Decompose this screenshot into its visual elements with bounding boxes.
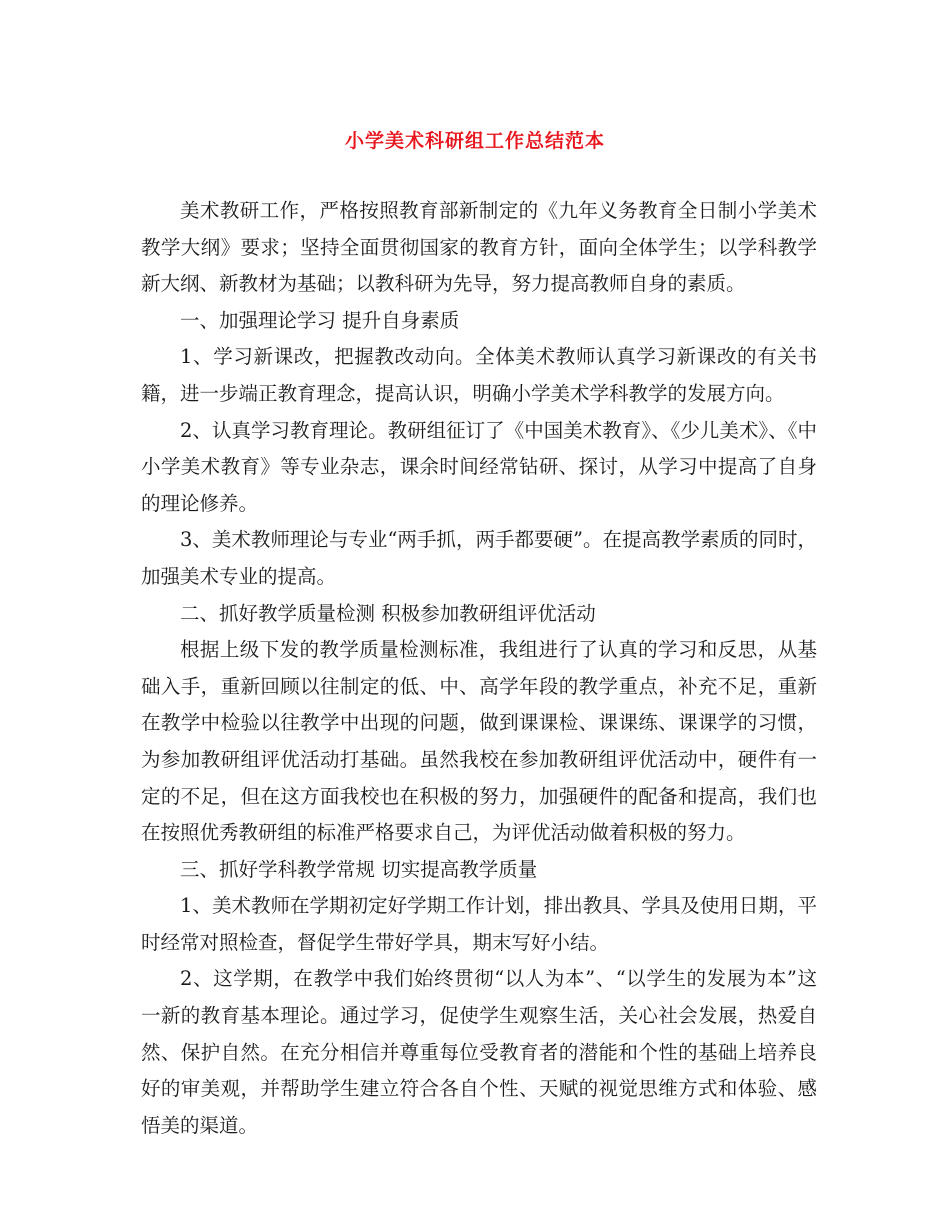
- paragraph-2-1: 根据上级下发的教学质量检测标准，我组进行了认真的学习和反思，从基础入手，重新回顾以往制定的低、中、高学年段的教学重点，补充不足，重新在教学中检验以往教学中出现的问题，做到课课检、课课练、课课学的习惯，为参加教研组评优活动打基础。虽然我校在参加教研组评优活动中，硬件有一定的不足，但在这方面我校也在积极的努力，加强硬件的配备和提高，我们也在按照优秀教研组的标准严格要求自己，为评优活动做着积极的努力。: [141, 638, 817, 845]
- paragraph-1-2: 2、认真学习教育理论。教研组征订了《中国美术教育》、《少儿美术》、《中小学美术教育》等专业杂志，课余时间经常钻研、探讨，从学习中提高了自身的理论修养。: [141, 418, 817, 515]
- paragraph-1-1: 1、学习新课改，把握教改动向。全体美术教师认真学习新课改的有关书籍，进一步端正教育理念，提高认识，明确小学美术学科教学的发展方向。: [141, 345, 817, 405]
- section-heading-1: 一、加强理论学习 提升自身素质: [180, 308, 460, 332]
- paragraph-1-3: 3、美术教师理论与专业“两手抓，两手都要硬”。在提高教学素质的同时，加强美术专业的提高。: [141, 528, 817, 588]
- paragraph-intro: 美术教研工作，严格按照教育部新制定的《九年义务教育全日制小学美术教学大纲》要求；坚持全面贯彻国家的教育方针，面向全体学生；以学科教学新大纲、新教材为基础；以教科研为先导，努力提高教师自身的素质。: [141, 199, 817, 296]
- section-heading-2: 二、抓好教学质量检测 积极参加教研组评优活动: [180, 601, 596, 625]
- section-heading-3: 三、抓好学科教学常规 切实提高教学质量: [180, 857, 538, 881]
- document-body: [141, 193, 817, 1144]
- paragraph-3-1: 1、美术教师在学期初定好学期工作计划，排出教具、学具及使用日期，平时经常对照检查，督促学生带好学具，期末写好小结。: [141, 894, 817, 954]
- paragraph-3-2: 2、这学期，在教学中我们始终贯彻“以人为本”、“以学生的发展为本”这一新的教育基本理论。通过学习，促使学生观察生活，关心社会发展，热爱自然、保护自然。在充分相信并尊重每位受教育者的潜能和个性的基础上培养良好的审美观，并帮助学生建立符合各自个性、天赋的视觉思维方式和体验、感悟美的渠道。: [141, 967, 817, 1137]
- document-title: 小学美术科研组工作总结范本: [344, 130, 605, 152]
